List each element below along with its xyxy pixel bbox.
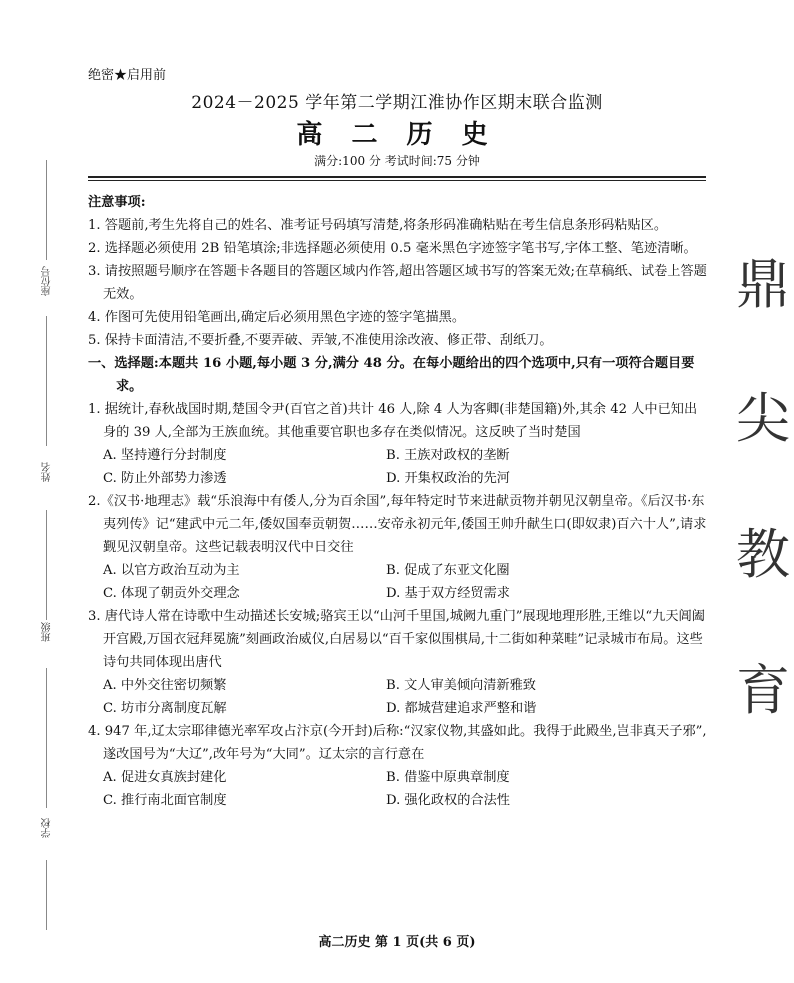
option-d: D. 都城营建追求严整和谐 [386,701,537,716]
note-item: 3. 请按照题号顺序在答题卡各题目的答题区域内作答,超出答题区域书写的答案无效;在草稿纸、试卷上答题无效。 [88,264,707,302]
question-stem: 2.《汉书·地理志》载“乐浪海中有倭人,分为百余国”,每年特定时节来进献贡物并朝见汉朝皇帝。《后汉书·东夷列传》记“建武中元二年,倭奴国奉贡朝贺……安帝永初元年,倭国王帅升献生口(即奴隶)百六十人”,请求觐见汉朝皇帝。这些记载表明汉代中日交往 [88,494,707,555]
question-options [88,766,708,812]
option-c: C. 防止外部势力渗透 [103,471,227,486]
side-label-name: 姓名 [42,462,53,482]
section-heading: 一、选择题:本题共 16 小题,每小题 3 分,满分 48 分。在每小题给出的四个选项中,只有一项符合题目要求。 [88,356,695,394]
question-options [88,674,708,720]
header-rule-thin [88,180,706,181]
watermark-char-1: 鼎 [736,253,790,316]
watermark-char-3: 教 [736,523,790,586]
question-stem: 1. 据统计,春秋战国时期,楚国令尹(百官之首)共计 46 人,除 4 人为客卿(非楚国籍)外,其余 42 人中已知出身的 39 人,全部为王族血统。其他重要官职也多存在类似情况。这反映了当时楚国 [88,402,698,440]
side-label-school: 学校 [42,818,53,838]
option-a: A. 促进女真族封建化 [103,770,227,785]
side-line-name-top [46,316,47,446]
question-4 [88,720,708,812]
option-c: C. 体现了朝贡外交理念 [103,586,240,601]
side-line-seat-top [46,160,47,260]
option-b: B. 文人审美倾向清新雅致 [386,678,536,693]
option-a: A. 中外交往密切频繁 [103,678,227,693]
exam-title: 2024－2025 学年第二学期江淮协作区期末联合监测 [191,93,603,113]
page-footer: 高二历史 第 1 页(共 6 页) [318,935,476,950]
question-stem: 4. 947 年,辽太宗耶律德光率军攻占汴京(今开封)后称:“汉家仪物,其盛如此。我得于此殿坐,岂非真天子邪”,遂改国号为“大辽”,改年号为“大同”。辽太宗的言行意在 [88,724,707,762]
score-time: 满分:100 分 考试时间:75 分钟 [314,154,480,168]
note-item: 5. 保持卡面清洁,不要折叠,不要弄破、弄皱,不准使用涂改液、修正带、刮纸刀。 [88,333,553,348]
option-a: A. 以官方政治互动为主 [103,563,240,578]
exam-content [88,191,708,812]
question-options [88,444,708,490]
question-2 [88,490,708,605]
side-label-seat: 座位号 [42,266,53,296]
note-item: 2. 选择题必须使用 2B 铅笔填涂;非选择题必须使用 0.5 毫米黑色字迹签字笔书写,字体工整、笔迹清晰。 [88,241,697,256]
option-b: B. 王族对政权的垄断 [386,448,510,463]
subject-title: 高 二 历 史 [296,120,498,150]
watermark-char-2: 尖 [736,387,790,450]
note-item: 4. 作图可先使用铅笔画出,确定后必须用黑色字迹的签字笔描黑。 [88,310,466,325]
option-b: B. 借鉴中原典章制度 [386,770,510,785]
option-c: C. 坊市分离制度瓦解 [103,701,227,716]
notes-title: 注意事项: [88,195,146,210]
secret-mark: 绝密★启用前 [88,68,167,83]
side-line-school-bottom [46,860,47,930]
option-d: D. 开集权政治的先河 [386,471,510,486]
option-d: D. 基于双方经贸需求 [386,586,510,601]
option-c: C. 推行南北面官制度 [103,793,227,808]
side-line-class-top [46,510,47,620]
option-a: A. 坚持遵行分封制度 [103,448,227,463]
side-label-class: 班级 [42,622,53,642]
option-d: D. 强化政权的合法性 [386,793,510,808]
option-b: B. 促成了东亚文化圈 [386,563,510,578]
question-options [88,559,708,605]
note-item: 1. 答题前,考生先将自己的姓名、准考证号码填写清楚,将条形码准确粘贴在考生信息条形码粘贴区。 [88,218,668,233]
question-stem: 3. 唐代诗人常在诗歌中生动描述长安城;骆宾王以“山河千里国,城阙九重门”展现地理形胜,王维以“九天阊阖开宫殿,万国衣冠拜冕旒”刻画政治威仪,白居易以“百千家似围棋局,十二街如种菜畦”记录城市布局。这些诗句共同体现出唐代 [88,609,705,670]
side-line-school-top [46,668,47,808]
question-1 [88,398,708,490]
question-3 [88,605,708,720]
watermark-char-4: 育 [736,659,790,722]
header-rule-thick [88,176,706,178]
